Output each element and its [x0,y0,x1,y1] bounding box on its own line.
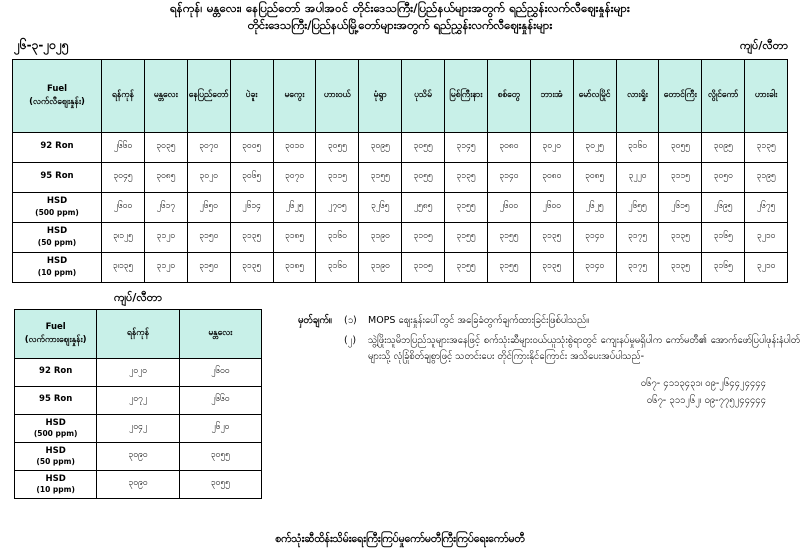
price-cell: ၃၀၇၀ [273,162,316,192]
page-header [0,0,800,35]
price-cell: ၃၁၆၅ [702,222,745,252]
price-cell: ၃၁၄၀ [573,222,616,252]
row-label [13,222,102,252]
note-text: MOPS ဈေးနှုန်းပေါ်တွင် အခြေခံတွက်ချက်ထားခြင်းဖြစ်ပါသည်။ [368,314,590,326]
contact-phones [298,375,800,409]
retail-table-head [13,59,788,132]
table-row [13,132,788,162]
price-cell: ၃၀၂၅ [573,132,616,162]
price-cell: ၂၆၉၅ [702,192,745,222]
price-cell: ၃၁၉၀ [359,252,402,282]
row-label [15,414,97,442]
row-label [15,386,97,414]
price-cell: ၃၀၉၅ [702,132,745,162]
price-cell: ၃၀၀၅ [230,132,273,162]
price-cell: ၂၀၂၀ [97,358,179,386]
row-label [13,132,102,162]
price-cell: ၂၆၀၀ [179,358,261,386]
column-header-city: မန္တလေး [144,59,187,132]
bulletin-date: ၂၆-၃-၂၀၂၅ [14,37,69,52]
price-cell: ၃၀၅၅ [316,132,359,162]
price-cell: ၃၀၅၀ [702,162,745,192]
row-label-text: HSD [45,473,66,484]
price-cell: ၃၁၃၅ [659,222,702,252]
price-cell: ၃၁၅၅ [487,252,530,282]
unit-label-wholesale: ကျပ်/လီတာ [114,290,162,304]
column-header-city: နေပြည်တော် [187,59,230,132]
price-cell: ၂၆၂၅ [273,192,316,222]
row-label [13,252,102,282]
price-cell: ၃၀၈၅ [573,162,616,192]
price-cell: ၂၆၇၅ [745,192,788,222]
notes-title: မှတ်ချက်။ [298,314,332,326]
price-cell: ၂၆၅၀ [187,192,230,222]
row-label [15,442,97,470]
price-cell: ၃၀၉၀ [97,442,179,470]
wholesale-table-head [15,309,262,358]
price-cell: ၃၊၁၃၅ [102,252,145,282]
price-cell: ၃၁၀၅ [402,222,445,252]
column-header-fuel [13,59,102,132]
price-cell: ၃၀၅၅ [402,132,445,162]
wholesale-table-body [15,358,262,498]
note-text: သွဲ့ဖြိုးသူမိဘပြည်သူများအနေဖြင့် စက်သုံးဆီများဝယ်ယူသုံးစွဲရာတွင် ကျေးနပ်မှုမရှိပါက ကော်မတီ၏ အောက်ဖော်ပြပါဖုန်းနံပါတ်များသို့ လုံခြုံစိတ်ချစွာဖြင့် သတင်းပေး တိုင်ကြားနိုင်ကြောင်း အသိပေးအပ်ပါသည်- [368,334,800,362]
price-cell: ၃၁၆၅ [702,252,745,282]
column-header-city: ဟားဝယ် [316,59,359,132]
price-cell: ၃၁၃၅ [659,252,702,282]
row-label-sub: (50 ppm) [37,237,77,247]
price-cell: ၃၁၃၅ [445,162,488,192]
price-cell: ၃၁၅၅ [445,222,488,252]
row-label-text: HSD [45,445,66,456]
row-label-sub: (500 ppm) [33,428,78,438]
column-header-fuel [15,309,97,358]
column-header-city: တောင်ကြီး [659,59,702,132]
price-cell: ၂၀၇၂ [97,386,179,414]
note-number: (၁) [344,314,357,326]
column-header-city: ရန်ကုန် [102,59,145,132]
price-cell: ၃၀၈၅ [144,162,187,192]
price-cell: ၂၆၁၅ [659,192,702,222]
column-header-city: မြစ်ကြီးနား [445,59,488,132]
table-row [15,386,262,414]
price-cell: ၃၁၃၅ [530,222,573,252]
price-cell: ၃၁၄၀ [487,162,530,192]
table-row [13,222,788,252]
notes-section [276,291,800,499]
price-cell: ၃၀၈၀ [487,132,530,162]
price-cell: ၂၅၈၅ [402,192,445,222]
row-label-text: HSD [46,226,68,237]
retail-table-body [13,132,788,282]
row-label [13,192,102,222]
price-cell: ၃၁၇၅ [616,252,659,282]
column-header-city: ရန်ကုန် [97,309,179,358]
column-header-city: မန္တလေး [179,309,261,358]
table-row [15,470,262,498]
column-header-city: ပဲခူး [230,59,273,132]
row-label [15,470,97,498]
column-header-city: စစ်တွေ [487,59,530,132]
price-cell: ၃၁၆၀ [316,222,359,252]
row-label-sub: (50 ppm) [36,456,75,466]
price-cell: ၃၀၁၀ [273,132,316,162]
column-header-city: လားရှိုး [616,59,659,132]
price-cell: ၃၀၂၀ [187,162,230,192]
column-header-city: မော်လမြိုင် [573,59,616,132]
column-header-city: လွိုင်ကော် [702,59,745,132]
lower-section [0,291,800,499]
note-item [298,333,800,365]
retail-price-table [12,59,788,283]
table-row [15,442,262,470]
price-cell: ၃၁၉၀ [359,222,402,252]
price-cell: ၃၁၉၅ [745,162,788,192]
price-cell: ၃၁၆၀ [616,132,659,162]
price-cell: ၂၇၀၅ [316,192,359,222]
price-cell: ၂၆၀၀ [530,192,573,222]
row-label-sub: (10 ppm) [36,484,75,494]
row-label-text: 92 Ron [40,141,74,152]
price-cell: ၃၁၁၅ [659,162,702,192]
price-cell: ၃၀၇၀ [187,132,230,162]
price-cell: ၃၁၅၅ [359,162,402,192]
fuel-header-sub: (လက်ကားဈေးနှုန်း) [24,334,87,345]
row-label-sub: (500 ppm) [35,207,79,217]
price-cell: ၂၆၆၀ [102,132,145,162]
row-label-text: HSD [46,256,68,267]
table-row [13,162,788,192]
note-spacer [298,333,344,365]
price-cell: ၃၀၅၅ [179,470,261,498]
price-cell: ၃၁၅၅ [445,192,488,222]
price-cell: ၃၁၅၅ [445,252,488,282]
price-cell: ၃၀၅၅ [659,132,702,162]
price-cell: ၃၁၀၅ [402,252,445,282]
price-cell: ၃၀၃၅ [144,132,187,162]
fuel-header-sub: (လက်လီဈေးနှုန်း) [29,96,85,107]
row-label-text: 92 Ron [39,366,73,377]
column-header-city: မကွေး [273,59,316,132]
price-cell: ၃၁၅၅ [487,222,530,252]
price-cell: ၂၆၆၀ [179,386,261,414]
price-cell: ၃၂၂၀ [616,162,659,192]
price-cell: ၃၂၁၀ [745,222,788,252]
row-label-text: HSD [46,196,68,207]
table-header-row [13,59,788,132]
table-row [15,358,262,386]
price-cell: ၂၆၂၀ [179,414,261,442]
price-cell: ၃၀၈၀ [530,162,573,192]
price-cell: ၃၁၁၅ [316,162,359,192]
table-header-row [15,309,262,358]
price-cell: ၂၆၅၅ [616,192,659,222]
fuel-header-label: Fuel [46,84,68,95]
price-cell: ၃၁၈၅ [273,252,316,282]
fuel-header-label: Fuel [45,322,66,333]
price-cell: ၂၆၀၀ [487,192,530,222]
price-cell: ၃၁၅၀ [187,252,230,282]
price-cell: ၃၀၆၅ [230,162,273,192]
unit-label-retail: ကျပ်/လီတာ [740,38,788,52]
note-number: (၂) [344,334,357,346]
price-cell: ၃၀၉၀ [97,470,179,498]
price-cell: ၃၁၃၅ [745,132,788,162]
price-cell: ၃၀၅၅ [402,162,445,192]
price-cell: ၃၁၅၀ [187,222,230,252]
row-label-text: HSD [45,417,66,428]
page-footer: စက်သုံးဆီထိန်းသိမ်းရေးကြီးကြပ်မှုကော်မတီကြီးကြပ်ရေးကော်မတီ [275,533,525,545]
header-line-1: ရန်ကုန်၊ မန္တလေး၊ နေပြည်တော် အပါအဝင် တိုင်းဒေသကြီး/ပြည်နယ်များအတွက် ရည်ညွှန်းလက်လီဈေးနှုန်းများ [169,1,631,15]
price-cell: ၃၀၅၅ [179,442,261,470]
phone-line: ဝ၆၇- ၃၁၁၂၆၂၊ ဝ၉-၇၇၅၂၄၄၄၄၄ [646,395,766,407]
note-item [298,313,800,329]
price-cell: ၂၆၀၀ [102,192,145,222]
price-cell: ၃၁၄၀ [573,252,616,282]
price-cell: ၂၆၁၄ [230,192,273,222]
column-header-city: ဟားခါး [745,59,788,132]
row-label-text: 95 Ron [40,171,74,182]
row-label [13,162,102,192]
price-cell: ၃၁၂၀ [144,252,187,282]
price-cell: ၃၁၃၅ [530,252,573,282]
price-cell: ၃၁၃၅ [230,252,273,282]
row-label-text: 95 Ron [39,394,73,405]
wholesale-block [14,291,276,499]
table-row [15,414,262,442]
price-cell: ၂၀၄၂ [97,414,179,442]
price-cell: ၃၀၄၅ [102,162,145,192]
row-label-sub: (10 ppm) [37,267,77,277]
price-cell: ၃၁၄၅ [445,132,488,162]
header-line-2: တိုင်းဒေသကြီး/ပြည်နယ်မြို့တော်များအတွက် ရည်ညွှန်းလက်လီဈေးနှုန်းများ [247,18,553,33]
phone-line: ဝ၆၇- ၄၁၁၃၄၃၁၊ ဝ၉-၂၆၄၄၂၄၄၄၄ [640,377,766,389]
price-cell: ၃၁၈၅ [273,222,316,252]
price-cell: ၃၊၁၂၅ [102,222,145,252]
price-cell: ၃၁၆၀ [316,252,359,282]
price-cell: ၃၁၃၅ [230,222,273,252]
wholesale-price-table [14,309,262,499]
price-cell: ၂၆၁၇ [144,192,187,222]
row-label [15,358,97,386]
table-row [13,252,788,282]
header-meta-row [0,35,800,59]
table-row [13,192,788,222]
price-cell: ၃၂၆၅ [359,192,402,222]
column-header-city: ပုသိမ် [402,59,445,132]
price-cell: ၃၀၉၅ [359,132,402,162]
price-cell: ၃၀၂၀ [530,132,573,162]
price-cell: ၃၂၁၀ [745,252,788,282]
column-header-city: မုံရွာ [359,59,402,132]
price-cell: ၂၆၂၅ [573,192,616,222]
price-cell: ၃၁၇၅ [616,222,659,252]
column-header-city: ဘားအံ [530,59,573,132]
price-cell: ၃၁၂၀ [144,222,187,252]
